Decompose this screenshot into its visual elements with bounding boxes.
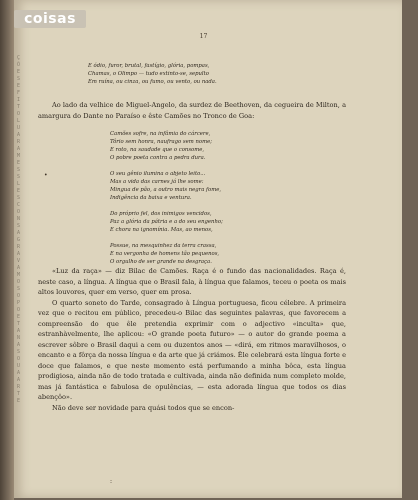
facing-page-bleed-text: ÇÕESEFITOLUARAMESSLESCONSAGRAVAMOSOPOETANASOUAARTE xyxy=(17,55,21,404)
page-number: 17 xyxy=(199,33,208,40)
verse-line: Em ruína, ou cinza, ou fumo, ou vento, ou nada. xyxy=(88,79,217,85)
coisas-watermark-logo: coisas xyxy=(14,10,86,28)
stanza-gap xyxy=(110,234,418,242)
verse-line: E roto, na saudade que o consome, xyxy=(110,147,205,153)
catchword-mark: : xyxy=(110,478,113,485)
verse-block-1 xyxy=(88,62,396,86)
paragraph-text: O quarto soneto do Tarde, consagrado à Língua portuguesa, ficou célebre. A primeira vez que o recitou em público, precedeu-o Bilac das seguintes palavras, que favorecem a compreensão do que êle pretendia exprimir com o adjectivo «inculta» que, estranhàvelmente, lhe aplicou: «O grande poeta futuro» — o autor do grande poema a escrever sôbre o Brasil daqui a cem ou duzentos anos — «dirá, em ritmos maravilhosos, o encanto e a fôrça da nossa língua e da arte que já criámos. Êle celebrará esta língua forte e doce que falamos, e que neste momento está perfumando a minha bôca, esta língua prodigiosa, ainda não de todo tratada e cultivada, ainda não definida num completo molde, mas já fantástica e fabulosa de opulências, — esta adorada língua que todos os dias abençôo». xyxy=(38,298,346,401)
verse-line: E ódio, furor, brutal, fastígio, glória, pompas, xyxy=(88,63,210,69)
stanza-gap xyxy=(110,202,418,210)
verse-line: Tôrio sem honra, naufrago sem nome; xyxy=(110,139,213,145)
verse-line: Possue, na mesquinhez da terra crassa, xyxy=(110,243,217,249)
margin-mark: • xyxy=(44,172,48,179)
paragraph-text: Ao lado da velhice de Miguel-Angelo, da surdez de Beethoven, da cegueira de Milton, a amargura do Dante no Paraíso e êste Camões no Tronco de Goa: xyxy=(38,101,346,120)
verse-line: O orgulho de ser grande na desgraça. xyxy=(110,259,212,265)
verse-line: Mingua de pão, a outro mais negra fome, xyxy=(110,187,222,193)
verse-line: O seu gênio ilumina o abjeto leito... xyxy=(110,171,206,177)
main-body-text xyxy=(38,266,346,413)
paragraph-text: «Luz da raça» — diz Bilac de Camões. Raça é o fundo das nacionalidades. Raça é, neste caso, a língua. A língua que o Brasil fala, à língua que falamos, teceu o poeta os mais altos louvores, quer em verso, quer em prosa. xyxy=(38,267,346,296)
verse-block-2 xyxy=(110,130,418,266)
paragraph-text: Não deve ser novidade para quási todos que se encon- xyxy=(52,403,235,412)
verse-line: Camões sofre, na infâmia do cárcere, xyxy=(110,131,211,137)
paragraph-intro xyxy=(38,100,346,121)
book-spine xyxy=(0,0,14,500)
verse-line: Paz a glória da pátria e a do seu engenho; xyxy=(110,219,223,225)
verse-line: E na vergonha de homens tão pequenos, xyxy=(110,251,220,257)
verse-line: Mas a vida das carnes já lhe some: xyxy=(110,179,204,185)
verse-line: Chamas, o Olimpo — tudo extinto-se, sepulto xyxy=(88,71,209,77)
verse-line: Do próprio fel, dos inimigos vencidos, xyxy=(110,211,212,217)
verse-line: O pobre poeta contra a pedra dura. xyxy=(110,155,206,161)
verse-line: E chora na ignomínia. Mas, ao menos, xyxy=(110,227,213,233)
verse-line: Indigência da baixa e ventura. xyxy=(110,195,192,201)
stanza-gap xyxy=(110,162,418,170)
